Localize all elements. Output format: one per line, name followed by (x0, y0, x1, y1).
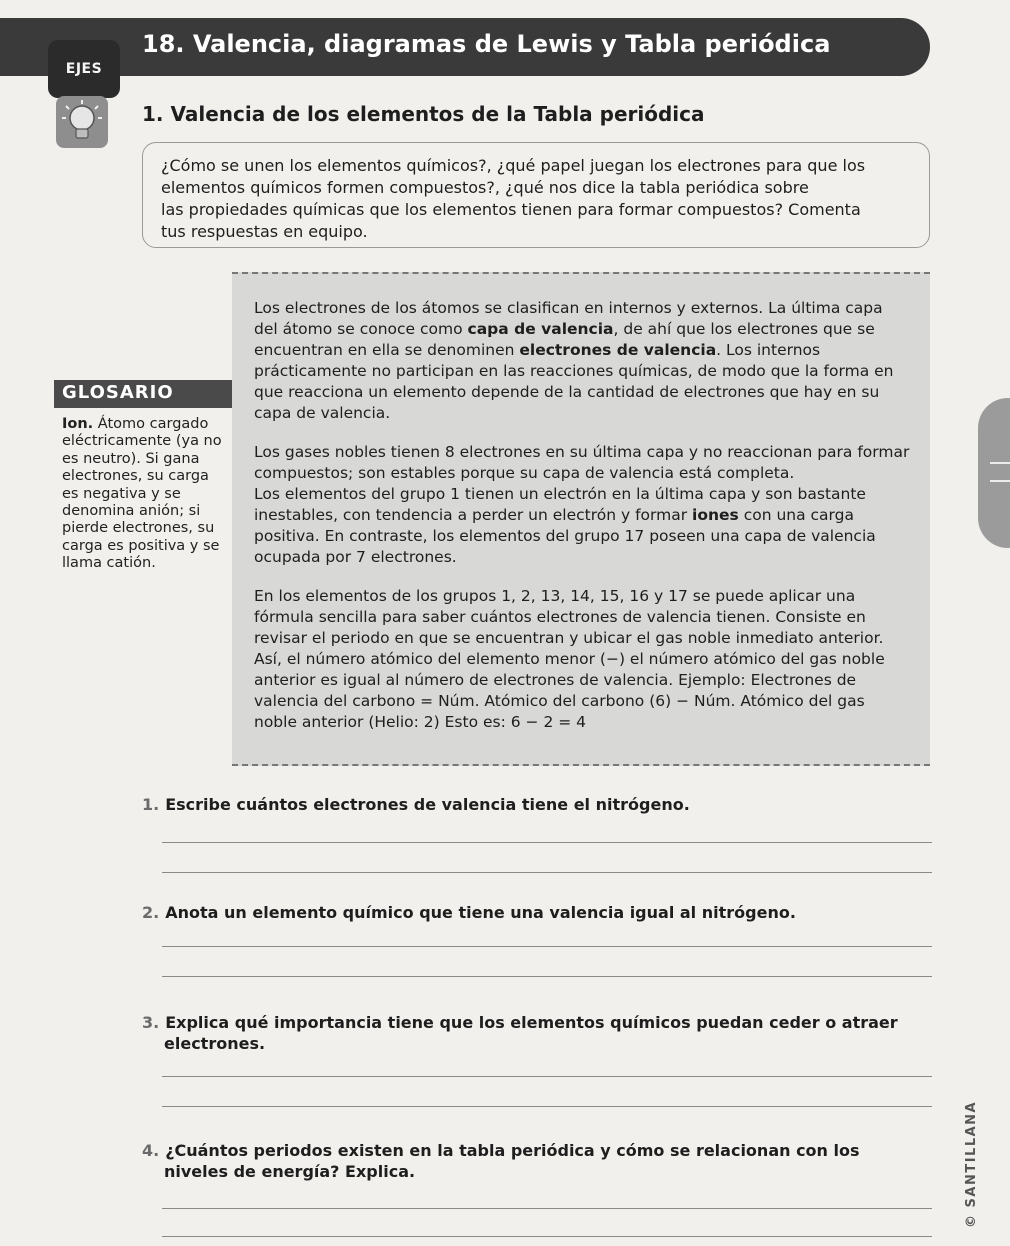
info-paragraph-1: Los electrones de los átomos se clasifican en internos y externos. La última capa del átomo se conoce como capa de valencia, de ahí que los electrones que se encuentran en ella se denominen electrones de valencia. Los internos prácticamente no participan en las reacciones químicas, de modo que la forma en que reacciona un elemento depende de la cantidad de electrones que hay en su capa de valencia. (254, 299, 894, 422)
discussion-question-box (142, 142, 930, 248)
term-electrones-de-valencia: electrones de valencia (519, 341, 717, 359)
exercise-4: 4. ¿Cuántos periodos existen en la tabla periódica y cómo se relacionan con los niveles de energía? Explica. (142, 1141, 860, 1181)
question-line: elementos químicos formen compuestos?, ¿qué nos dice la tabla periódica sobre (161, 178, 809, 197)
answer-line[interactable] (162, 1076, 932, 1077)
term-iones: iones (692, 506, 739, 524)
info-paragraph-4: En los elementos de los grupos 1, 2, 13, 14, 15, 16 y 17 se puede aplicar una fórmula sencilla para saber cuántos electrones de valencia tienen. Consiste en revisar el periodo en que se encuentran y ubicar el gas noble inmediato anterior. Así, el número atómico del elemento menor (−) el número atómico del gas noble anterior es igual al número de electrones de valencia. Ejemplo: Electrones de valencia del carbono = Núm. Atómico del carbono (6) − Núm. Atómico del gas noble anterior (Helio: 2) Esto es: 6 − 2 = 4 (254, 587, 885, 731)
lightbulb-icon (56, 96, 108, 148)
exercise-2: 2. Anota un elemento químico que tiene una valencia igual al nitrógeno. (142, 903, 796, 922)
question-line: las propiedades químicas que los elementos tienen para formar compuestos? Comenta (161, 200, 861, 219)
answer-line[interactable] (162, 1208, 932, 1209)
answer-line[interactable] (162, 842, 932, 843)
info-paragraph-2: Los gases nobles tienen 8 electrones en su última capa y no reaccionan para formar compuestos; son estables porque su capa de valencia está completa. (254, 443, 910, 482)
answer-line[interactable] (162, 872, 932, 873)
glossary-definition: Átomo cargado eléctricamente (ya no es neutro). Si gana electrones, su carga es negativa y se denomina anión; si pierde electrones, su carga es positiva y se llama catión. (62, 416, 222, 572)
ejes-badge: EJES (48, 40, 120, 98)
section-title: 1. Valencia de los elementos de la Tabla periódica (142, 102, 705, 126)
answer-line[interactable] (162, 1236, 932, 1237)
term-capa-de-valencia: capa de valencia (467, 320, 614, 338)
question-line: tus respuestas en equipo. (161, 222, 368, 241)
page-title: 18. Valencia, diagramas de Lewis y Tabla periódica (142, 30, 831, 58)
copyright: © SANTILLANA (964, 1100, 979, 1228)
exercise-3: 3. Explica qué importancia tiene que los elementos químicos puedan ceder o atraer electrones. (142, 1013, 898, 1053)
glossary-term: Ion. (62, 416, 94, 432)
question-line: ¿Cómo se unen los elementos químicos?, ¿qué papel juegan los electrones para que los (161, 156, 866, 175)
answer-line[interactable] (162, 976, 932, 977)
answer-line[interactable] (162, 946, 932, 947)
glossary-entry (62, 416, 230, 573)
info-box (232, 272, 930, 766)
side-tab[interactable] (978, 398, 1010, 548)
exercise-1: 1. Escribe cuántos electrones de valencia tiene el nitrógeno. (142, 795, 690, 814)
answer-line[interactable] (162, 1106, 932, 1107)
glossary-title: GLOSARIO (54, 380, 232, 408)
info-paragraph-3: Los elementos del grupo 1 tienen un electrón en la última capa y son bastante inestables, con tendencia a perder un electrón y formar iones con una carga positiva. En contraste, los elementos del grupo 17 poseen una capa de valencia ocupada por 7 electrones. (254, 485, 876, 566)
